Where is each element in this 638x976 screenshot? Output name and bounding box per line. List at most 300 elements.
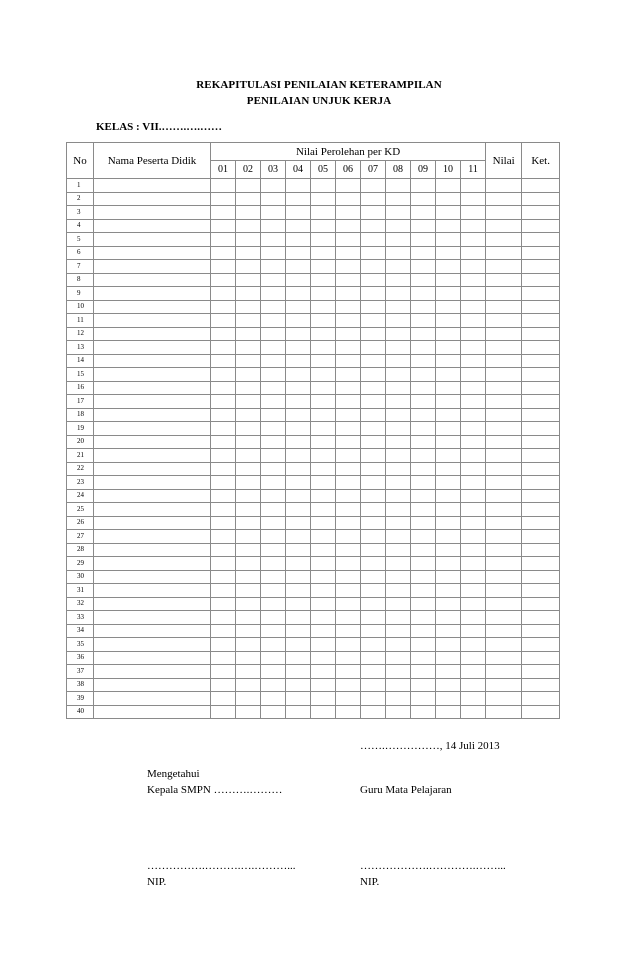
- empty-cell: [261, 408, 286, 422]
- empty-cell: [411, 597, 436, 611]
- row-number: 39: [67, 692, 94, 706]
- empty-cell: [336, 543, 361, 557]
- empty-cell: [261, 503, 286, 517]
- table-row: [67, 408, 560, 422]
- empty-cell: [261, 516, 286, 530]
- empty-cell: [286, 624, 311, 638]
- empty-cell: [386, 476, 411, 490]
- empty-cell: [286, 422, 311, 436]
- table-row: [67, 651, 560, 665]
- kd-column-header: 04: [286, 161, 311, 179]
- table-row: [67, 557, 560, 571]
- empty-cell: [486, 300, 522, 314]
- empty-cell: [386, 327, 411, 341]
- empty-cell: [361, 638, 386, 652]
- empty-cell: [461, 638, 486, 652]
- empty-cell: [386, 570, 411, 584]
- empty-cell: [522, 665, 560, 679]
- row-number: 22: [67, 462, 94, 476]
- row-number: 25: [67, 503, 94, 517]
- empty-cell: [236, 395, 261, 409]
- empty-cell: [411, 260, 436, 274]
- empty-cell: [261, 246, 286, 260]
- empty-cell: [386, 449, 411, 463]
- empty-cell: [94, 327, 211, 341]
- table-row: [67, 206, 560, 220]
- empty-cell: [211, 624, 236, 638]
- empty-cell: [486, 327, 522, 341]
- document-subtitle: PENILAIAN UNJUK KERJA: [246, 95, 392, 107]
- empty-cell: [336, 395, 361, 409]
- empty-cell: [461, 611, 486, 625]
- row-number: 9: [67, 287, 94, 301]
- empty-cell: [236, 638, 261, 652]
- empty-cell: [386, 530, 411, 544]
- row-number: 14: [67, 354, 94, 368]
- empty-cell: [286, 516, 311, 530]
- empty-cell: [361, 665, 386, 679]
- empty-cell: [261, 462, 286, 476]
- empty-cell: [336, 678, 361, 692]
- guru-label: Guru Mata Pelajaran: [360, 784, 452, 796]
- empty-cell: [211, 381, 236, 395]
- empty-cell: [211, 557, 236, 571]
- empty-cell: [261, 543, 286, 557]
- empty-cell: [261, 381, 286, 395]
- empty-cell: [386, 179, 411, 193]
- table-row: [67, 314, 560, 328]
- empty-cell: [522, 327, 560, 341]
- empty-cell: [94, 489, 211, 503]
- empty-cell: [286, 192, 311, 206]
- table-row: [67, 260, 560, 274]
- empty-cell: [311, 273, 336, 287]
- empty-cell: [522, 246, 560, 260]
- empty-cell: [361, 273, 386, 287]
- empty-cell: [461, 557, 486, 571]
- empty-cell: [461, 368, 486, 382]
- empty-cell: [361, 449, 386, 463]
- empty-cell: [436, 489, 461, 503]
- empty-cell: [411, 287, 436, 301]
- empty-cell: [461, 678, 486, 692]
- empty-cell: [286, 435, 311, 449]
- empty-cell: [236, 233, 261, 247]
- empty-cell: [436, 692, 461, 706]
- empty-cell: [336, 192, 361, 206]
- empty-cell: [461, 246, 486, 260]
- empty-cell: [94, 395, 211, 409]
- empty-cell: [336, 219, 361, 233]
- empty-cell: [336, 611, 361, 625]
- empty-cell: [311, 557, 336, 571]
- row-number: 37: [67, 665, 94, 679]
- empty-cell: [361, 584, 386, 598]
- empty-cell: [486, 408, 522, 422]
- empty-cell: [522, 530, 560, 544]
- empty-cell: [361, 462, 386, 476]
- empty-cell: [436, 341, 461, 355]
- empty-cell: [286, 678, 311, 692]
- empty-cell: [286, 611, 311, 625]
- empty-cell: [436, 570, 461, 584]
- empty-cell: [311, 692, 336, 706]
- empty-cell: [336, 597, 361, 611]
- empty-cell: [436, 597, 461, 611]
- empty-cell: [211, 206, 236, 220]
- empty-cell: [211, 665, 236, 679]
- empty-cell: [261, 692, 286, 706]
- kd-column-header: 05: [311, 161, 336, 179]
- empty-cell: [486, 651, 522, 665]
- table-row: [67, 395, 560, 409]
- empty-cell: [94, 273, 211, 287]
- empty-cell: [336, 368, 361, 382]
- empty-cell: [411, 516, 436, 530]
- empty-cell: [286, 705, 311, 719]
- empty-cell: [361, 705, 386, 719]
- header-row-1: [67, 143, 560, 161]
- empty-cell: [211, 705, 236, 719]
- empty-cell: [211, 449, 236, 463]
- empty-cell: [386, 557, 411, 571]
- empty-cell: [411, 678, 436, 692]
- table-row: [67, 368, 560, 382]
- empty-cell: [236, 516, 261, 530]
- empty-cell: [411, 624, 436, 638]
- empty-cell: [461, 597, 486, 611]
- table-row: [67, 287, 560, 301]
- empty-cell: [522, 705, 560, 719]
- empty-cell: [522, 381, 560, 395]
- nip-left: NIP.: [147, 876, 167, 888]
- empty-cell: [261, 570, 286, 584]
- empty-cell: [311, 503, 336, 517]
- empty-cell: [486, 233, 522, 247]
- empty-cell: [236, 557, 261, 571]
- table-row: [67, 597, 560, 611]
- empty-cell: [436, 327, 461, 341]
- empty-cell: [286, 287, 311, 301]
- table-row: [67, 570, 560, 584]
- empty-cell: [261, 354, 286, 368]
- empty-cell: [411, 192, 436, 206]
- empty-cell: [286, 476, 311, 490]
- empty-cell: [286, 570, 311, 584]
- empty-cell: [236, 368, 261, 382]
- empty-cell: [386, 273, 411, 287]
- empty-cell: [336, 503, 361, 517]
- empty-cell: [411, 341, 436, 355]
- table-row: [67, 449, 560, 463]
- empty-cell: [311, 570, 336, 584]
- empty-cell: [236, 273, 261, 287]
- empty-cell: [436, 368, 461, 382]
- row-number: 34: [67, 624, 94, 638]
- empty-cell: [361, 624, 386, 638]
- row-number: 30: [67, 570, 94, 584]
- empty-cell: [486, 287, 522, 301]
- empty-cell: [261, 705, 286, 719]
- empty-cell: [461, 192, 486, 206]
- row-number: 26: [67, 516, 94, 530]
- empty-cell: [286, 260, 311, 274]
- empty-cell: [236, 422, 261, 436]
- row-number: 28: [67, 543, 94, 557]
- empty-cell: [522, 422, 560, 436]
- empty-cell: [386, 516, 411, 530]
- empty-cell: [94, 435, 211, 449]
- empty-cell: [94, 705, 211, 719]
- empty-cell: [286, 368, 311, 382]
- empty-cell: [436, 543, 461, 557]
- empty-cell: [261, 435, 286, 449]
- empty-cell: [386, 543, 411, 557]
- empty-cell: [361, 503, 386, 517]
- empty-cell: [411, 665, 436, 679]
- table-row: [67, 246, 560, 260]
- empty-cell: [436, 233, 461, 247]
- empty-cell: [94, 570, 211, 584]
- empty-cell: [411, 273, 436, 287]
- empty-cell: [522, 570, 560, 584]
- empty-cell: [461, 422, 486, 436]
- empty-cell: [94, 597, 211, 611]
- empty-cell: [436, 503, 461, 517]
- empty-cell: [311, 395, 336, 409]
- empty-cell: [411, 705, 436, 719]
- table-row: [67, 179, 560, 193]
- table-row: [67, 692, 560, 706]
- empty-cell: [361, 192, 386, 206]
- empty-cell: [211, 408, 236, 422]
- empty-cell: [411, 368, 436, 382]
- table-row: [67, 476, 560, 490]
- empty-cell: [522, 368, 560, 382]
- empty-cell: [361, 260, 386, 274]
- empty-cell: [411, 422, 436, 436]
- empty-cell: [286, 489, 311, 503]
- empty-cell: [236, 584, 261, 598]
- empty-cell: [211, 233, 236, 247]
- empty-cell: [436, 381, 461, 395]
- empty-cell: [386, 287, 411, 301]
- empty-cell: [311, 408, 336, 422]
- kd-column-header: 08: [386, 161, 411, 179]
- empty-cell: [461, 665, 486, 679]
- row-number: 16: [67, 381, 94, 395]
- empty-cell: [411, 503, 436, 517]
- empty-cell: [286, 233, 311, 247]
- nip-right: NIP.: [360, 876, 380, 888]
- empty-cell: [411, 489, 436, 503]
- empty-cell: [411, 246, 436, 260]
- empty-cell: [94, 219, 211, 233]
- empty-cell: [411, 462, 436, 476]
- empty-cell: [236, 692, 261, 706]
- empty-cell: [94, 530, 211, 544]
- empty-cell: [486, 260, 522, 274]
- empty-cell: [411, 476, 436, 490]
- empty-cell: [436, 462, 461, 476]
- empty-cell: [211, 422, 236, 436]
- empty-cell: [236, 435, 261, 449]
- empty-cell: [486, 314, 522, 328]
- row-number: 8: [67, 273, 94, 287]
- empty-cell: [336, 624, 361, 638]
- kelas-label: KELAS : VII.…….….……: [96, 121, 223, 133]
- empty-cell: [436, 611, 461, 625]
- empty-cell: [361, 381, 386, 395]
- col-no-header: No: [67, 143, 94, 179]
- document-title: REKAPITULASI PENILAIAN KETERAMPILAN: [196, 79, 442, 91]
- empty-cell: [211, 638, 236, 652]
- footer-date: …….……………, 14 Juli 2013: [360, 740, 500, 752]
- empty-cell: [286, 638, 311, 652]
- empty-cell: [411, 543, 436, 557]
- empty-cell: [94, 246, 211, 260]
- empty-cell: [436, 476, 461, 490]
- empty-cell: [311, 516, 336, 530]
- empty-cell: [361, 314, 386, 328]
- empty-cell: [461, 570, 486, 584]
- empty-cell: [94, 381, 211, 395]
- empty-cell: [436, 651, 461, 665]
- empty-cell: [94, 584, 211, 598]
- empty-cell: [236, 354, 261, 368]
- empty-cell: [94, 314, 211, 328]
- kd-column-header: 09: [411, 161, 436, 179]
- empty-cell: [311, 192, 336, 206]
- empty-cell: [286, 314, 311, 328]
- empty-cell: [311, 381, 336, 395]
- empty-cell: [461, 206, 486, 220]
- empty-cell: [461, 449, 486, 463]
- empty-cell: [236, 597, 261, 611]
- empty-cell: [361, 354, 386, 368]
- table-row: [67, 705, 560, 719]
- table-row: [67, 300, 560, 314]
- empty-cell: [261, 476, 286, 490]
- empty-cell: [386, 341, 411, 355]
- empty-cell: [486, 489, 522, 503]
- empty-cell: [522, 219, 560, 233]
- empty-cell: [386, 435, 411, 449]
- empty-cell: [461, 435, 486, 449]
- empty-cell: [211, 341, 236, 355]
- empty-cell: [522, 543, 560, 557]
- col-nilai-header: Nilai: [486, 143, 522, 179]
- empty-cell: [311, 597, 336, 611]
- empty-cell: [522, 273, 560, 287]
- empty-cell: [261, 449, 286, 463]
- table-row: [67, 530, 560, 544]
- empty-cell: [436, 192, 461, 206]
- empty-cell: [236, 705, 261, 719]
- row-number: 15: [67, 368, 94, 382]
- empty-cell: [486, 246, 522, 260]
- empty-cell: [336, 516, 361, 530]
- empty-cell: [311, 476, 336, 490]
- empty-cell: [336, 273, 361, 287]
- empty-cell: [436, 314, 461, 328]
- empty-cell: [94, 543, 211, 557]
- empty-cell: [211, 570, 236, 584]
- empty-cell: [286, 584, 311, 598]
- empty-cell: [211, 368, 236, 382]
- empty-cell: [461, 530, 486, 544]
- empty-cell: [261, 341, 286, 355]
- empty-cell: [411, 381, 436, 395]
- empty-cell: [261, 651, 286, 665]
- empty-cell: [461, 341, 486, 355]
- empty-cell: [411, 179, 436, 193]
- empty-cell: [94, 422, 211, 436]
- row-number: 24: [67, 489, 94, 503]
- empty-cell: [461, 624, 486, 638]
- empty-cell: [336, 300, 361, 314]
- empty-cell: [522, 489, 560, 503]
- empty-cell: [461, 692, 486, 706]
- empty-cell: [336, 314, 361, 328]
- empty-cell: [436, 678, 461, 692]
- empty-cell: [486, 179, 522, 193]
- empty-cell: [461, 651, 486, 665]
- table-row: [67, 354, 560, 368]
- empty-cell: [211, 611, 236, 625]
- row-number: 29: [67, 557, 94, 571]
- empty-cell: [461, 260, 486, 274]
- empty-cell: [261, 530, 286, 544]
- empty-cell: [94, 192, 211, 206]
- empty-cell: [94, 206, 211, 220]
- empty-cell: [522, 192, 560, 206]
- empty-cell: [286, 327, 311, 341]
- empty-cell: [436, 557, 461, 571]
- empty-cell: [336, 435, 361, 449]
- empty-cell: [411, 435, 436, 449]
- table-row: [67, 543, 560, 557]
- row-number: 4: [67, 219, 94, 233]
- empty-cell: [261, 395, 286, 409]
- signature-line-left: …………….……….….………...: [147, 860, 296, 872]
- empty-cell: [336, 260, 361, 274]
- empty-cell: [286, 651, 311, 665]
- empty-cell: [311, 665, 336, 679]
- empty-cell: [286, 395, 311, 409]
- empty-cell: [486, 462, 522, 476]
- empty-cell: [486, 368, 522, 382]
- empty-cell: [311, 611, 336, 625]
- empty-cell: [436, 516, 461, 530]
- empty-cell: [211, 543, 236, 557]
- row-number: 12: [67, 327, 94, 341]
- empty-cell: [211, 354, 236, 368]
- empty-cell: [361, 408, 386, 422]
- empty-cell: [411, 408, 436, 422]
- empty-cell: [386, 300, 411, 314]
- empty-cell: [436, 246, 461, 260]
- empty-cell: [486, 584, 522, 598]
- row-number: 20: [67, 435, 94, 449]
- empty-cell: [211, 273, 236, 287]
- kd-column-header: 11: [461, 161, 486, 179]
- empty-cell: [461, 179, 486, 193]
- empty-cell: [386, 354, 411, 368]
- empty-cell: [311, 354, 336, 368]
- empty-cell: [94, 665, 211, 679]
- empty-cell: [336, 638, 361, 652]
